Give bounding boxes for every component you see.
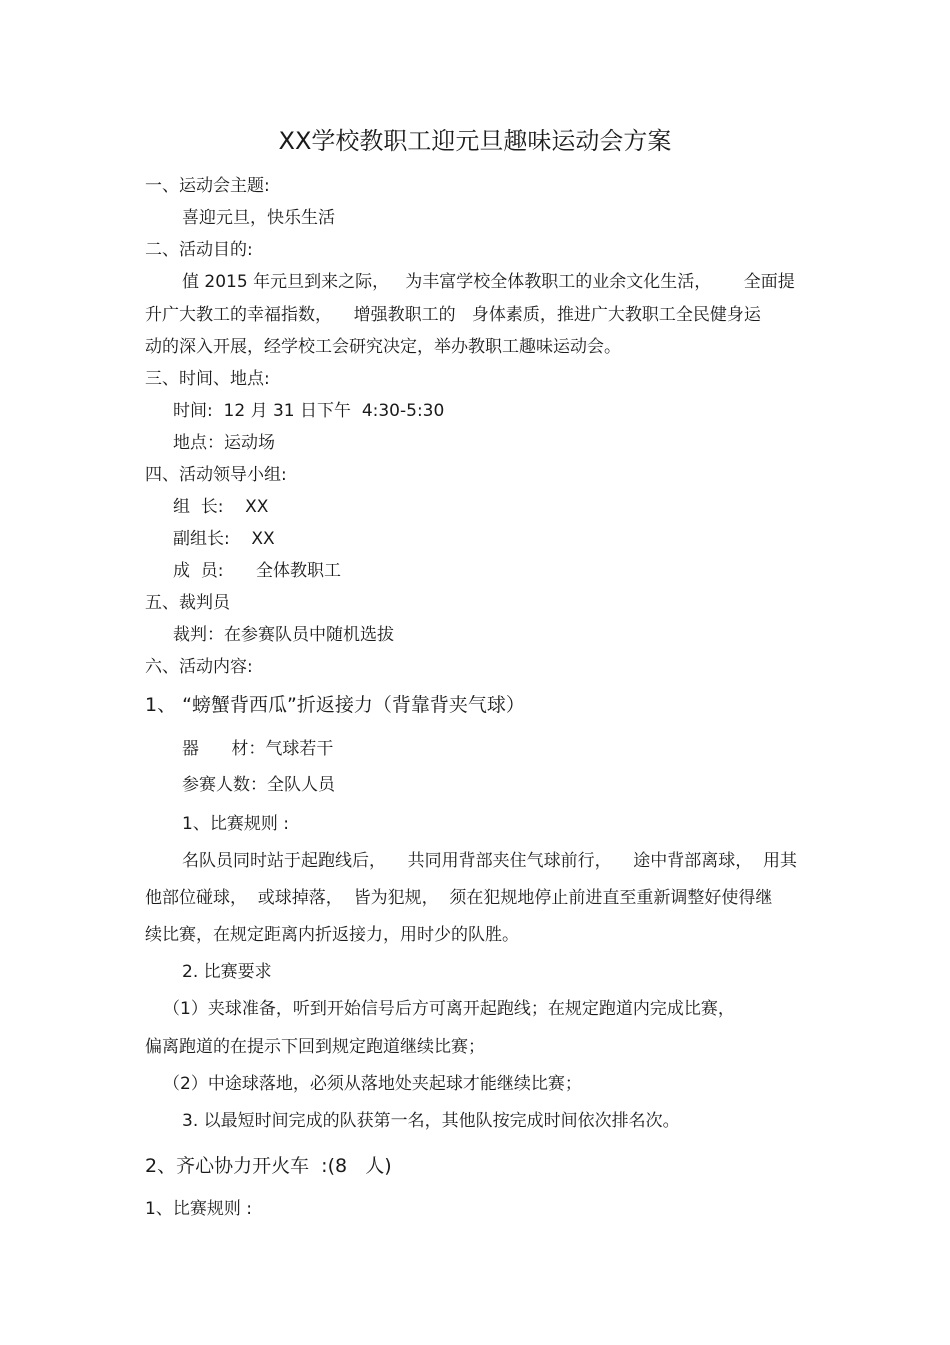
event-2-rules-heading: 1、比赛规则 : <box>145 1199 252 1219</box>
event-1-requirement-2: （2）中途球落地，必须从落地处夹起球才能继续比赛； <box>163 1074 582 1094</box>
leader-line: 组 长: XX <box>173 497 269 517</box>
members-line: 成 员: 全体教职工 <box>173 561 341 581</box>
event-time: 时间: 12 月 31 日下午 4:30-5:30 <box>173 401 445 421</box>
event-1-rules-line-1: 名队员同时站于起跑线后， 共同用背部夹住气球前行， 途中背部离球， 用其 <box>182 851 798 871</box>
event-1-heading: 1、 “螃蟹背西瓜”折返接力（背靠背夹气球） <box>145 694 525 716</box>
section-purpose-line-1: 值 2015 年元旦到来之际， 为丰富学校全体教职工的业余文化生活， 全面提 <box>182 272 795 292</box>
event-place: 地点：运动场 <box>173 433 275 453</box>
event-2-heading: 2、齐心协力开火车 :(8 人) <box>145 1155 392 1177</box>
event-1-rules-line-2: 他部位碰球， 或球掉落， 皆为犯规， 须在犯规地停止前进直至重新调整好使得继 <box>145 888 773 908</box>
event-1-requirement-1-line-2: 偏离跑道的在提示下回到规定跑道继续比赛； <box>145 1037 485 1057</box>
section-purpose-line-2: 升广大教工的幸福指数， 增强教职工的 身体素质，推进广大教职工全民健身运 <box>145 305 761 325</box>
document-title: XX学校教职工迎元旦趣味运动会方案 <box>278 127 672 155</box>
event-1-requirements-heading: 2. 比赛要求 <box>182 962 272 982</box>
section-purpose-heading: 二、活动目的: <box>145 240 253 260</box>
event-1-participants: 参赛人数：全队人员 <box>182 775 335 795</box>
event-1-equipment: 器 材：气球若干 <box>182 739 334 759</box>
event-1-requirement-3: 3. 以最短时间完成的队获第一名，其他队按完成时间依次排名次。 <box>182 1111 680 1131</box>
event-1-rules-heading: 1、比赛规则 : <box>182 814 289 834</box>
section-leadership-heading: 四、活动领导小组: <box>145 465 287 485</box>
section-purpose-line-3: 动的深入开展，经学校工会研究决定，举办教职工趣味运动会。 <box>145 337 621 357</box>
event-1-rules-line-3: 续比赛，在规定距离内折返接力，用时少的队胜。 <box>145 925 519 945</box>
referee-text: 裁判：在参赛队员中随机选拔 <box>173 625 394 645</box>
section-referee-heading: 五、裁判员 <box>145 593 230 613</box>
section-time-place-heading: 三、时间、地点: <box>145 369 270 389</box>
deputy-leader-line: 副组长: XX <box>173 529 275 549</box>
section-theme-heading: 一、运动会主题: <box>145 176 270 196</box>
event-1-requirement-1-line-1: （1）夹球准备，听到开始信号后方可离开起跑线；在规定跑道内完成比赛， <box>163 999 735 1019</box>
section-content-heading: 六、活动内容: <box>145 657 253 677</box>
section-theme-text: 喜迎元旦，快乐生活 <box>182 208 335 228</box>
